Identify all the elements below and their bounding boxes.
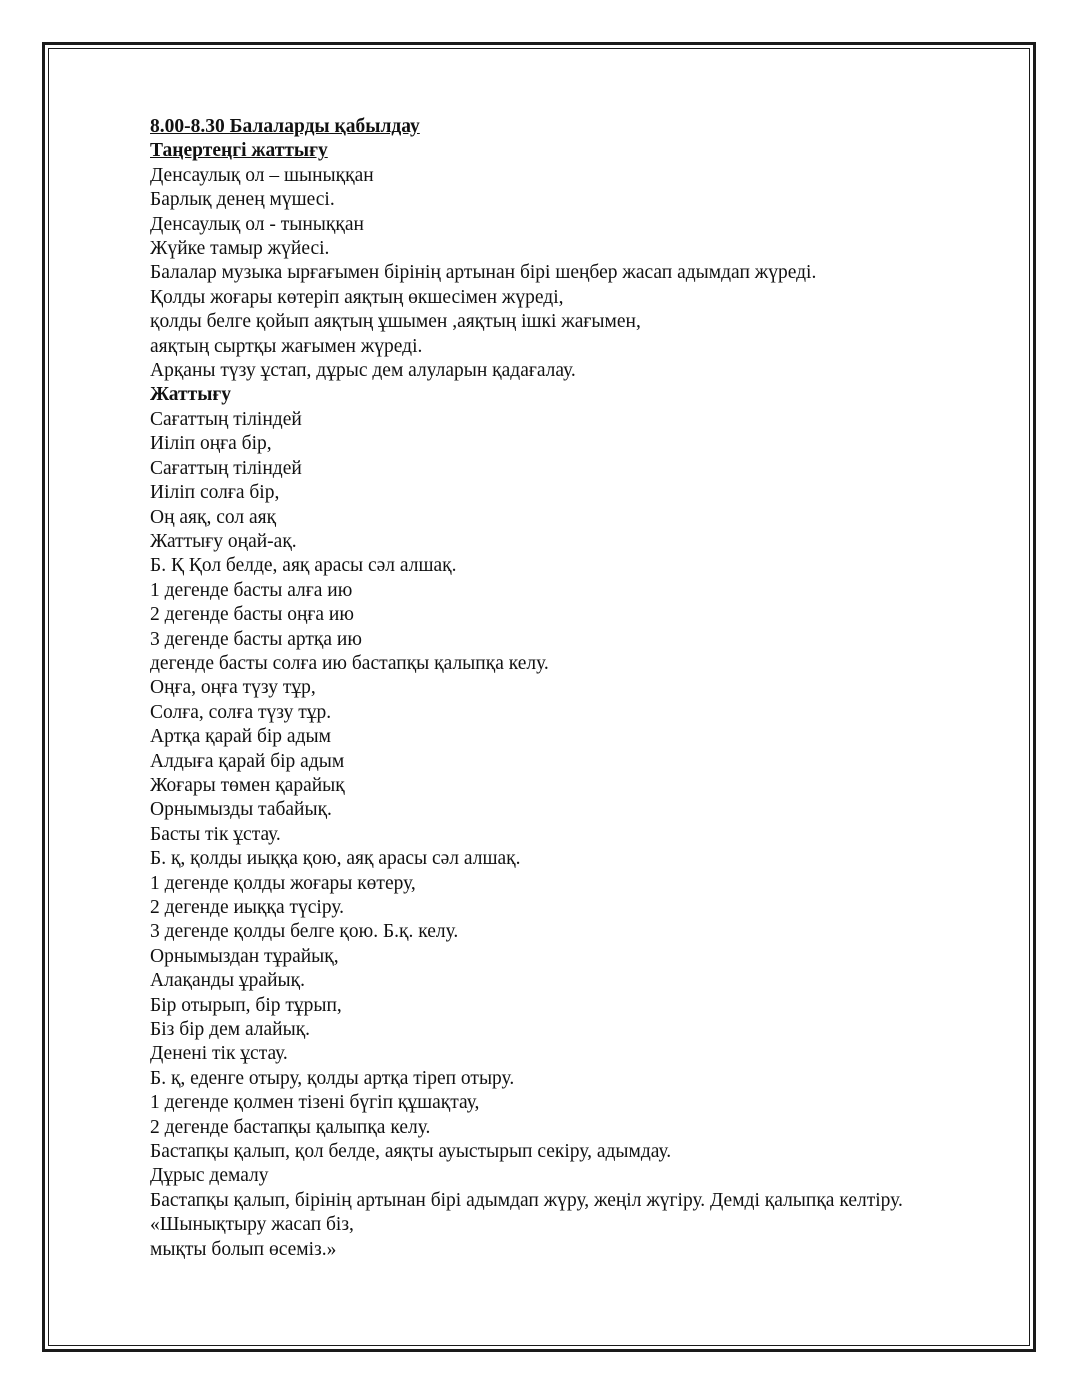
text-line: Барлық денең мүшесі. xyxy=(150,189,335,211)
text-line: 1 дегенде қолды жоғары көтеру, xyxy=(150,872,416,894)
text-line: Б. қ, еденге отыру, қолды артқа тіреп отыру. xyxy=(150,1067,515,1089)
text-line: Денсаулық ол – шыныққан xyxy=(150,164,374,186)
text-line: 1 дегенде қолмен тізені бүгіп құшақтау, xyxy=(150,1092,480,1114)
text-line: Артқа қарай бір адым xyxy=(150,726,331,748)
text-line: Алақанды ұрайық. xyxy=(150,970,305,992)
text-line: Иіліп оңға бір, xyxy=(150,433,272,455)
text-line: «Шынықтыру жасап біз, xyxy=(150,1214,354,1236)
text-line: Солға, солға түзу тұр. xyxy=(150,701,332,723)
text-line: Арқаны түзу ұстап, дұрыс дем алуларын қадағалау. xyxy=(150,360,576,382)
text-line: Балалар музыка ырғағымен бірінің артынан бірі шеңбер жасап адымдап жүреді. xyxy=(150,262,817,284)
text-line: Дұрыс демалу xyxy=(150,1165,269,1187)
text-line: дегенде басты солға ию бастапқы қалыпқа келу. xyxy=(150,652,549,674)
section-subheading: Жаттығу xyxy=(150,384,232,406)
text-line: Б. Қ Қол белде, аяқ арасы сәл алшақ. xyxy=(150,555,457,577)
text-line: 3 дегенде қолды белге қою. Б.қ. келу. xyxy=(150,921,459,943)
text-line: қолды белге қойып аяқтың ұшымен ,аяқтың ішкі жағымен, xyxy=(150,311,641,333)
text-line: Бастапқы қалып, қол белде, аяқты ауыстырып секіру, адымдау. xyxy=(150,1141,672,1163)
text-line: Жаттығу оңай-ақ. xyxy=(150,530,297,552)
text-line: Иіліп солға бір, xyxy=(150,482,280,504)
text-line: Оң аяқ, сол аяқ xyxy=(150,506,277,528)
text-line: 1 дегенде басты алға ию xyxy=(150,579,353,601)
text-line: Денсаулық ол - тыныққан xyxy=(150,213,364,235)
text-line: Басты тік ұстау. xyxy=(150,823,281,845)
text-line: Алдыға қарай бір адым xyxy=(150,750,345,772)
text-line: Жүйке тамыр жүйесі. xyxy=(150,238,330,260)
text-line: 2 дегенде бастапқы қалыпқа келу. xyxy=(150,1116,431,1138)
text-line: мықты болып өсеміз.» xyxy=(150,1238,337,1260)
text-line: Сағаттың тіліндей xyxy=(150,408,302,430)
text-line: 2 дегенде басты оңға ию xyxy=(150,604,354,626)
exercise-heading: Таңертеңгі жаттығу xyxy=(150,140,328,162)
text-line: Денені тік ұстау. xyxy=(150,1043,288,1065)
text-line: Қолды жоғары көтеріп аяқтың өкшесімен жүреді, xyxy=(150,286,564,308)
text-line: Оңға, оңға түзу тұр, xyxy=(150,677,316,699)
document-body xyxy=(150,115,1010,1262)
text-line: аяқтың сыртқы жағымен жүреді. xyxy=(150,335,423,357)
text-line: Бастапқы қалып, бірінің артынан бірі адымдап жүру, жеңіл жүгіру. Демді қалыпқа келтіру. xyxy=(150,1189,903,1211)
text-line: Бір отырып, бір тұрып, xyxy=(150,994,342,1016)
text-line: Біз бір дем алайық. xyxy=(150,1019,311,1041)
time-heading: 8.00-8.30 Балаларды қабылдау xyxy=(150,116,420,137)
text-line: Сағаттың тіліндей xyxy=(150,457,302,479)
text-line: 2 дегенде иыққа түсіру. xyxy=(150,897,345,918)
text-line: Жоғары төмен қарайық xyxy=(150,774,345,796)
text-line: Орнымыздан тұрайық, xyxy=(150,945,339,967)
text-line: Б. қ, қолды иыққа қою, аяқ арасы сәл алшақ. xyxy=(150,848,521,870)
text-line: 3 дегенде басты артқа ию xyxy=(150,628,362,650)
text-line: Орнымызды табайық. xyxy=(150,799,332,821)
